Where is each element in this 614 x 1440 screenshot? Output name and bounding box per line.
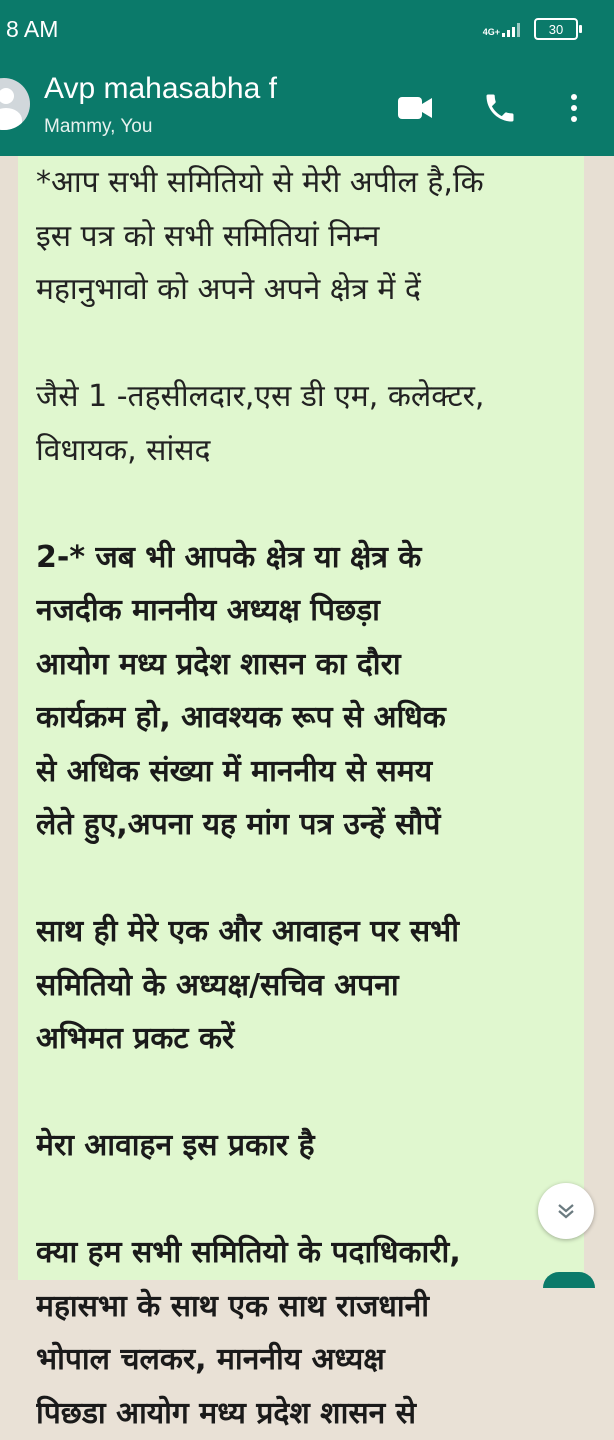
voice-call-button[interactable] [482,88,518,132]
message-line: क्या हम सभी समितियो के पदाधिकारी, [36,1226,584,1280]
battery-level: 30 [549,22,563,37]
chat-area[interactable] [0,156,614,1280]
network-indicator [483,21,524,37]
message-blank-line [36,317,584,371]
message-line: नजदीक माननीय अध्यक्ष पिछड़ा [36,584,584,638]
fab-edge[interactable] [543,1272,595,1288]
message-line: साथ ही मेरे एक और आवाहन पर सभी [36,905,584,959]
chat-header[interactable] [0,60,614,156]
message-line: कार्यक्रम हो, आवश्यक रूप से अधिक [36,691,584,745]
phone-icon [482,88,518,128]
more-vertical-icon [566,88,582,128]
chat-subtitle: Mammy, You [44,116,152,138]
message-line: से अधिक संख्या में माननीय से समय [36,745,584,799]
battery-icon [534,18,578,40]
network-label: 4G+ [483,28,500,37]
message-blank-line [36,1173,584,1227]
message-line: पिछडा आयोग मध्य प्रदेश शासन से [36,1387,584,1440]
message-line: महासभा के साथ एक साथ राजधानी [36,1280,584,1334]
message-line: *आप सभी समितियो से मेरी अपील है,कि [36,156,584,210]
message-line: इस पत्र को सभी समितियां निम्न [36,210,584,264]
signal-icon [502,21,524,37]
avatar[interactable] [0,78,30,130]
message-line: लेते हुए,अपना यह मांग पत्र उन्हें सौपें [36,798,584,852]
message-bubble[interactable] [18,156,584,1280]
status-time: 8 AM [6,16,58,43]
double-chevron-down-icon [554,1199,578,1223]
chat-title[interactable]: Avp mahasabha f [44,72,277,106]
message-line: 2-* जब भी आपके क्षेत्र या क्षेत्र के [36,531,584,585]
message-line: महानुभावो को अपने अपने क्षेत्र में दें [36,263,584,317]
message-blank-line [36,852,584,906]
message-blank-line [36,1066,584,1120]
more-options-button[interactable] [566,88,582,132]
message-line: समितियो के अध्यक्ष/सचिव अपना [36,959,584,1013]
message-line: भोपाल चलकर, माननीय अध्यक्ष [36,1333,584,1387]
message-line: आयोग मध्य प्रदेश शासन का दौरा [36,638,584,692]
message-line: अभिमत प्रकट करें [36,1012,584,1066]
scroll-to-bottom-button[interactable] [538,1183,594,1239]
message-line: जैसे 1 -तहसीलदार,एस डी एम, कलेक्टर, [36,370,584,424]
message-line: मेरा आवाहन इस प्रकार है [36,1119,584,1173]
video-call-button[interactable] [396,88,434,132]
video-camera-icon [396,88,434,128]
status-bar [0,0,614,60]
message-blank-line [36,477,584,531]
status-icons [483,18,578,40]
message-text [18,156,584,1440]
message-line: विधायक, सांसद [36,424,584,478]
